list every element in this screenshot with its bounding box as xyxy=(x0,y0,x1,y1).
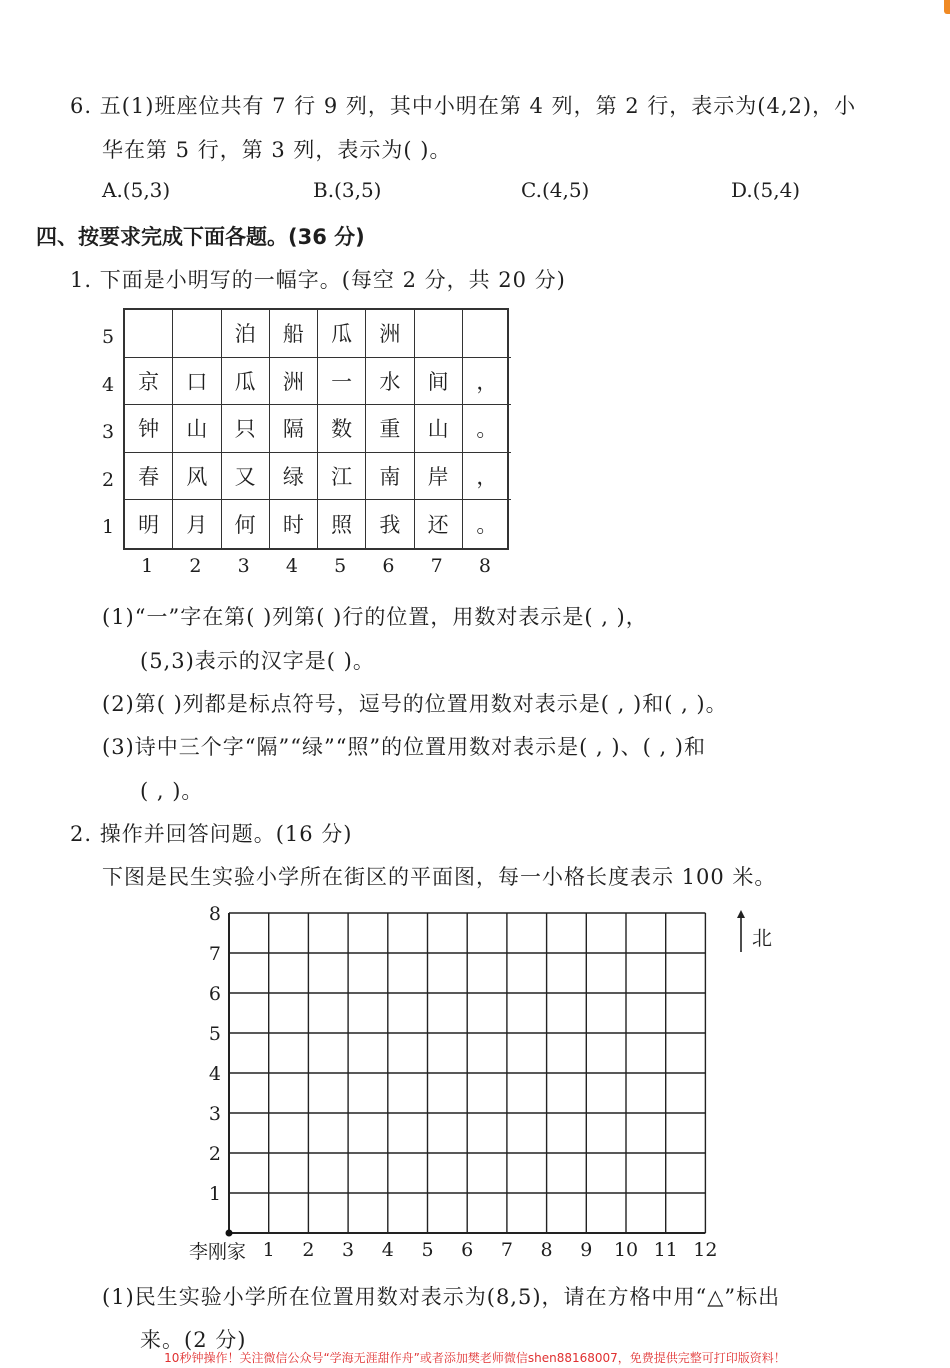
grid-cell: 水 xyxy=(366,358,414,406)
grid-cell: 山 xyxy=(173,405,221,453)
p2-sub1-line2: 来。(2 分) xyxy=(140,1328,247,1352)
grid-col-label: 6 xyxy=(382,555,395,577)
x-axis-label: 2 xyxy=(302,1239,315,1261)
character-grid xyxy=(123,308,509,550)
grid-cell: 船 xyxy=(270,310,318,358)
footer-notice: 10秒钟操作！关注微信公众号“学海无涯甜作舟”或者添加樊老师微信shen88168007，免费提供完整可打印版资料！ xyxy=(164,1351,786,1365)
x-axis-label: 4 xyxy=(381,1239,394,1261)
grid-cell: 春 xyxy=(125,453,173,501)
y-axis-label: 2 xyxy=(208,1143,221,1165)
origin-point xyxy=(226,1230,233,1237)
grid-cell: 洲 xyxy=(270,358,318,406)
grid-row-label: 1 xyxy=(101,516,115,539)
grid-col-label: 2 xyxy=(189,555,202,577)
grid-cell: 口 xyxy=(173,358,221,406)
x-axis-label: 11 xyxy=(653,1239,678,1261)
corner-tab xyxy=(944,0,950,14)
grid-cell: 瓜 xyxy=(222,358,270,406)
y-axis-label: 4 xyxy=(208,1063,221,1085)
x-axis-label: 9 xyxy=(580,1239,593,1261)
grid-cell: 隔 xyxy=(270,405,318,453)
p1-sub2: (2)第( )列都是标点符号，逗号的位置用数对表示是( , )和( , )。 xyxy=(102,692,728,716)
grid-cell: 只 xyxy=(222,405,270,453)
x-axis-label: 6 xyxy=(461,1239,474,1261)
x-axis-label: 1 xyxy=(262,1239,275,1261)
q6-option-b: B.(3,5) xyxy=(313,178,382,202)
origin-label: 李刚家 xyxy=(189,1241,247,1263)
grid-cell xyxy=(463,310,511,358)
grid-col-label: 5 xyxy=(334,555,347,577)
q6-line1: 6. 五(1)班座位共有 7 行 9 列，其中小明在第 4 列，第 2 行，表示为(4,2)，小 xyxy=(70,94,857,118)
y-axis-label: 8 xyxy=(208,903,221,925)
grid-cell: 钟 xyxy=(125,405,173,453)
y-axis-label: 3 xyxy=(208,1103,221,1125)
grid-cell: 洲 xyxy=(366,310,414,358)
north-indicator xyxy=(734,910,748,958)
grid-cell: 时 xyxy=(270,500,318,548)
grid-cell: 月 xyxy=(173,500,221,548)
p1-title: 1. 下面是小明写的一幅字。(每空 2 分，共 20 分) xyxy=(70,268,566,292)
grid-cell: 我 xyxy=(366,500,414,548)
q6-line2: 华在第 5 行，第 3 列，表示为( )。 xyxy=(102,138,452,162)
grid-cell: 数 xyxy=(318,405,366,453)
grid-col-label: 4 xyxy=(285,555,298,577)
grid-cell: 绿 xyxy=(270,453,318,501)
grid-row-label: 5 xyxy=(101,326,115,348)
grid-cell xyxy=(125,310,173,358)
grid-cell: 。 xyxy=(476,513,498,538)
grid-cell: 风 xyxy=(173,453,221,501)
y-axis-label: 6 xyxy=(208,983,221,1005)
north-arrow-icon xyxy=(734,910,748,954)
grid-cell: 又 xyxy=(222,453,270,501)
x-axis-label: 10 xyxy=(613,1239,639,1261)
grid-cell: 山 xyxy=(415,405,463,453)
grid-cell: 还 xyxy=(415,500,463,548)
p2-sub1-line1: (1)民生实验小学所在位置用数对表示为(8,5)，请在方格中用“△”标出 xyxy=(102,1285,781,1309)
p1-sub3-line1: (3)诗中三个字“隔”“绿”“照”的位置用数对表示是( , )、( , )和 xyxy=(102,735,706,759)
grid-row-label: 4 xyxy=(101,373,115,396)
grid-cell: 瓜 xyxy=(318,310,366,358)
grid-cell: 重 xyxy=(366,405,414,453)
grid-cell xyxy=(173,310,221,358)
grid-cell: 江 xyxy=(318,453,366,501)
y-axis-label: 7 xyxy=(208,943,221,965)
grid-cell: 岸 xyxy=(415,453,463,501)
grid-cell: 。 xyxy=(463,405,511,453)
grid-cell: 泊 xyxy=(222,310,270,358)
x-axis-label: 3 xyxy=(342,1239,355,1261)
grid-cell xyxy=(415,310,463,358)
p2-title: 2. 操作并回答问题。(16 分) xyxy=(70,822,353,846)
grid-cell: ， xyxy=(463,453,511,501)
grid-cell: 照 xyxy=(318,500,366,548)
grid-col-label: 7 xyxy=(430,555,443,577)
grid-cell: 京 xyxy=(125,358,173,406)
grid-cell: 南 xyxy=(366,453,414,501)
grid-cell: ， xyxy=(463,358,511,406)
p2-desc: 下图是民生实验小学所在街区的平面图，每一小格长度表示 100 米。 xyxy=(102,865,777,889)
grid-cell: 何 xyxy=(222,500,270,548)
grid-cell: 间 xyxy=(415,358,463,406)
y-axis-label: 1 xyxy=(208,1183,221,1205)
grid-col-label: 3 xyxy=(237,555,250,577)
x-axis-label: 12 xyxy=(693,1239,718,1261)
grid-row-label: 3 xyxy=(101,421,115,444)
q6-option-d: D.(5,4) xyxy=(731,178,801,202)
grid-row-label: 2 xyxy=(101,468,115,491)
x-axis-label: 7 xyxy=(500,1239,513,1261)
grid-col-label: 8 xyxy=(478,555,491,577)
p1-sub1-line1: (1)“一”字在第( )列第( )行的位置，用数对表示是( , )， xyxy=(102,605,648,629)
grid-col-label: 1 xyxy=(141,555,154,577)
p1-sub1-line2: (5,3)表示的汉字是( )。 xyxy=(140,649,375,673)
north-label: 北 xyxy=(752,926,772,950)
q6-option-c: C.(4,5) xyxy=(521,178,590,202)
grid-cell: 明 xyxy=(125,500,173,548)
x-axis-label: 8 xyxy=(540,1239,553,1261)
p1-sub3-line2: ( , )。 xyxy=(140,779,204,803)
y-axis-label: 5 xyxy=(208,1023,221,1045)
grid-cell: 一 xyxy=(318,358,366,406)
q6-option-a: A.(5,3) xyxy=(102,178,171,202)
section-title: 四、按要求完成下面各题。(36 分) xyxy=(36,225,365,249)
x-axis-label: 5 xyxy=(421,1239,434,1261)
street-map-grid xyxy=(180,900,780,1270)
